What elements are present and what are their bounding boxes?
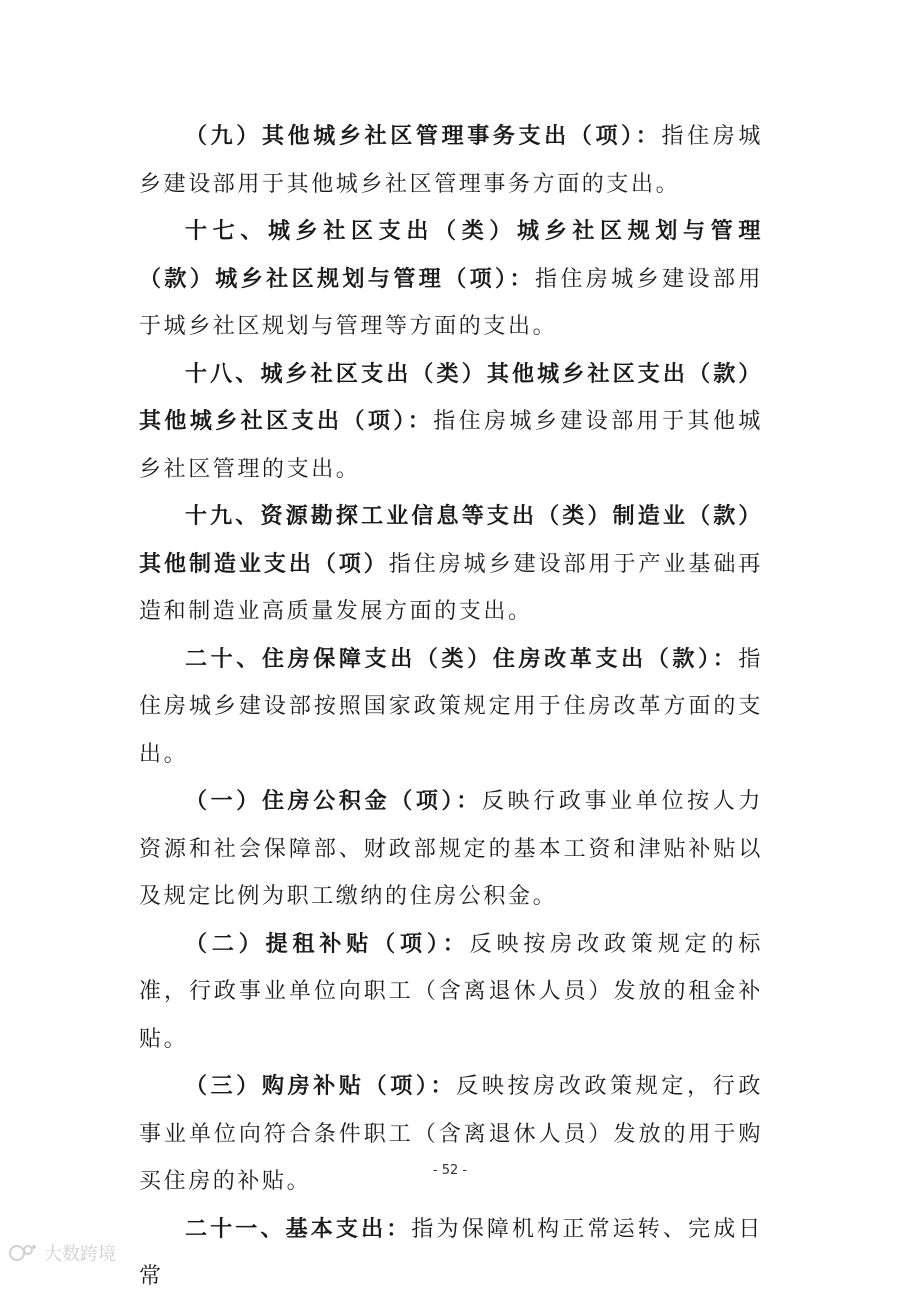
paragraph <box>139 1206 763 1301</box>
paragraph <box>139 351 763 494</box>
paragraph <box>139 921 763 1064</box>
paragraph-text: 反映行政事业单位按人力资源和社会保障部、财政部规定的基本工资和津贴补贴以及规定比例为职工缴纳的住房公积金。 <box>139 789 763 909</box>
paragraph-text: 指住房城乡建设部用于产业基础再造和制造业高质量发展方面的支出。 <box>139 551 763 624</box>
paragraph-text: 指住房城乡建设部用于城乡社区规划与管理等方面的支出。 <box>139 266 763 339</box>
paragraph <box>139 1063 763 1206</box>
paragraph <box>139 778 763 921</box>
paragraph-heading: 二十、住房保障支出（类）住房改革支出（款）： <box>185 645 739 672</box>
paragraph-heading: 十七、城乡社区支出（类）城乡社区规划与管理（款）城乡社区规划与管理（项）： <box>139 218 763 292</box>
paragraph-heading: 十八、城乡社区支出（类）其他城乡社区支出（款）其他城乡社区支出（项）： <box>139 360 763 434</box>
watermark-text: 大数跨境 <box>44 1244 116 1265</box>
paragraph-heading: （三）购房补贴（项）： <box>185 1073 457 1099</box>
paragraph <box>139 113 763 208</box>
paragraph-heading: 十九、资源勘探工业信息等支出（类）制造业（款）其他制造业支出（项） <box>139 503 763 577</box>
paragraph-text: 反映按房改政策规定，行政事业单位向符合条件职工（含离退休人员）发放的用于购买住房的补贴。 <box>139 1074 763 1194</box>
watermark-logo-icon <box>8 1242 38 1264</box>
paragraph <box>139 636 763 779</box>
watermark <box>8 1240 116 1266</box>
paragraph-heading: （二）提租补贴（项）： <box>185 930 470 957</box>
paragraph-heading: 二十一、基本支出： <box>185 1215 412 1242</box>
body-text <box>139 113 763 1301</box>
paragraph-text: 指为保障机构正常运转、完成日常 <box>139 1216 763 1289</box>
paragraph <box>139 208 763 351</box>
paragraph-text: 指住房城乡建设部用于其他城乡社区管理的支出。 <box>139 409 763 482</box>
paragraph-heading: （九）其他城乡社区管理事务支出（项）： <box>185 123 662 149</box>
page-number: - 52 - <box>432 1163 468 1178</box>
paragraph-text: 指住房城乡建设部用于其他城乡社区管理事务方面的支出。 <box>139 124 763 197</box>
paragraph <box>139 493 763 636</box>
paragraph-text: 指住房城乡建设部按照国家政策规定用于住房改革方面的支出。 <box>139 646 763 767</box>
paragraph-heading: （一）住房公积金（项）： <box>185 788 482 814</box>
paragraph-text: 反映按房改政策规定的标准，行政事业单位向职工（含离退休人员）发放的租金补贴。 <box>139 931 763 1052</box>
